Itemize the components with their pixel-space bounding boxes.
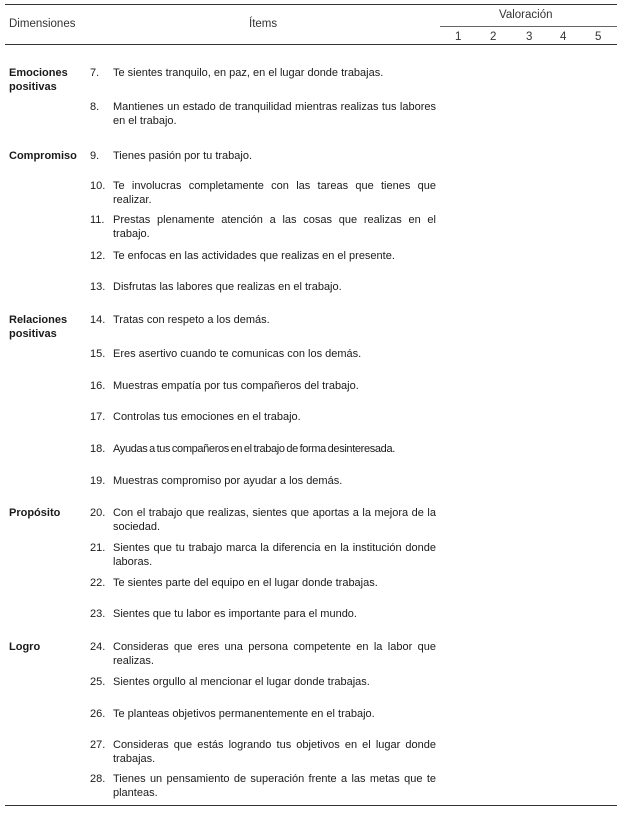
item-text: Te planteas objetivos permanentemente en el trabajo.: [113, 708, 375, 720]
item-11: [90, 213, 436, 241]
item-7: [90, 66, 436, 80]
item-25: [90, 675, 436, 689]
item-text: Te sientes tranquilo, en paz, en el lugar donde trabajas.: [113, 67, 384, 79]
item-text: Sientes que tu labor es importante para el mundo.: [113, 608, 357, 620]
item-number: 7.: [90, 67, 100, 79]
item-20: [90, 506, 436, 534]
valoracion-underline: [440, 26, 617, 27]
item-number: 9.: [90, 150, 100, 162]
item-text: Consideras que eres una persona competente en la labor que realizas.: [113, 641, 436, 667]
header-items: Ítems: [249, 18, 278, 30]
item-number: 20.: [90, 507, 106, 519]
item-number: 15.: [90, 348, 106, 360]
item-22: [90, 576, 436, 590]
item-text: Controlas tus emociones en el trabajo.: [113, 411, 301, 423]
item-23: [90, 607, 436, 621]
item-24: [90, 640, 436, 668]
item-number: 28.: [90, 773, 106, 785]
item-8: [90, 100, 436, 128]
scale-3: 3: [526, 31, 533, 43]
item-text: Disfrutas las labores que realizas en el trabajo.: [113, 281, 342, 293]
item-17: [90, 410, 436, 424]
item-number: 27.: [90, 739, 106, 751]
dimension-proposito: Propósito: [9, 507, 61, 519]
dimension-logro: Logro: [9, 641, 41, 653]
dimension-relaciones-positivas: Relaciones positivas: [9, 314, 68, 340]
item-number: 19.: [90, 475, 106, 487]
dimension-emociones-positivas: Emociones positivas: [9, 67, 68, 93]
item-text: Muestras compromiso por ayudar a los demás.: [113, 475, 343, 487]
item-18: [90, 442, 436, 456]
item-text: Sientes que tu trabajo marca la diferencia en la institución donde laboras.: [113, 542, 436, 568]
item-number: 25.: [90, 676, 106, 688]
header-bottom-rule: [5, 44, 617, 45]
header-valoracion: Valoración: [499, 9, 553, 21]
item-number: 12.: [90, 250, 106, 262]
item-28: [90, 772, 436, 800]
item-27: [90, 738, 436, 766]
item-10: [90, 179, 436, 207]
item-text: Prestas plenamente atención a las cosas que realizas en el trabajo.: [113, 214, 436, 240]
item-number: 13.: [90, 281, 106, 293]
item-16: [90, 379, 436, 393]
item-number: 14.: [90, 314, 106, 326]
item-number: 18.: [90, 443, 106, 455]
dimension-compromiso: Compromiso: [9, 150, 77, 162]
item-text: Te involucras completamente con las tareas que tienes que realizar.: [113, 180, 436, 206]
item-text: Muestras empatía por tus compañeros del trabajo.: [113, 380, 359, 392]
table-bottom-rule: [5, 805, 617, 806]
item-number: 8.: [90, 101, 100, 113]
item-15: [90, 347, 436, 361]
item-19: [90, 474, 436, 488]
item-text: Tratas con respeto a los demás.: [113, 314, 270, 326]
scale-2: 2: [490, 31, 497, 43]
item-text: Con el trabajo que realizas, sientes que aportas a la mejora de la sociedad.: [113, 507, 436, 533]
scale-5: 5: [595, 31, 602, 43]
item-text: Consideras que estás logrando tus objetivos en el lugar donde trabajas.: [113, 739, 436, 765]
item-text: Te sientes parte del equipo en el lugar donde trabajas.: [113, 577, 378, 589]
item-number: 23.: [90, 608, 106, 620]
item-number: 10.: [90, 180, 106, 192]
item-number: 21.: [90, 542, 106, 554]
item-text: Mantienes un estado de tranquilidad mientras realizas tus labores en el trabajo.: [113, 101, 436, 127]
item-number: 24.: [90, 641, 106, 653]
scale-1: 1: [455, 31, 462, 43]
item-number: 17.: [90, 411, 106, 423]
item-14: [90, 313, 436, 327]
item-13: [90, 280, 436, 294]
item-text: Tienes pasión por tu trabajo.: [113, 150, 253, 162]
item-number: 26.: [90, 708, 106, 720]
item-9: [90, 149, 436, 163]
scale-4: 4: [560, 31, 567, 43]
item-text: Eres asertivo cuando te comunicas con los demás.: [113, 348, 362, 360]
item-number: 22.: [90, 577, 106, 589]
item-12: [90, 249, 436, 263]
item-number: 16.: [90, 380, 106, 392]
table-top-rule: [5, 4, 617, 5]
item-21: [90, 541, 436, 569]
header-dimensiones: Dimensiones: [9, 18, 76, 30]
item-text: Tienes un pensamiento de superación frente a las metas que te planteas.: [113, 773, 436, 799]
item-text: Te enfocas en las actividades que realizas en el presente.: [113, 250, 395, 262]
item-number: 11.: [90, 214, 105, 226]
item-26: [90, 707, 436, 721]
item-text: Sientes orgullo al mencionar el lugar donde trabajas.: [113, 676, 370, 688]
item-text: Ayudas a tus compañeros en el trabajo de forma desinteresada.: [113, 443, 395, 455]
